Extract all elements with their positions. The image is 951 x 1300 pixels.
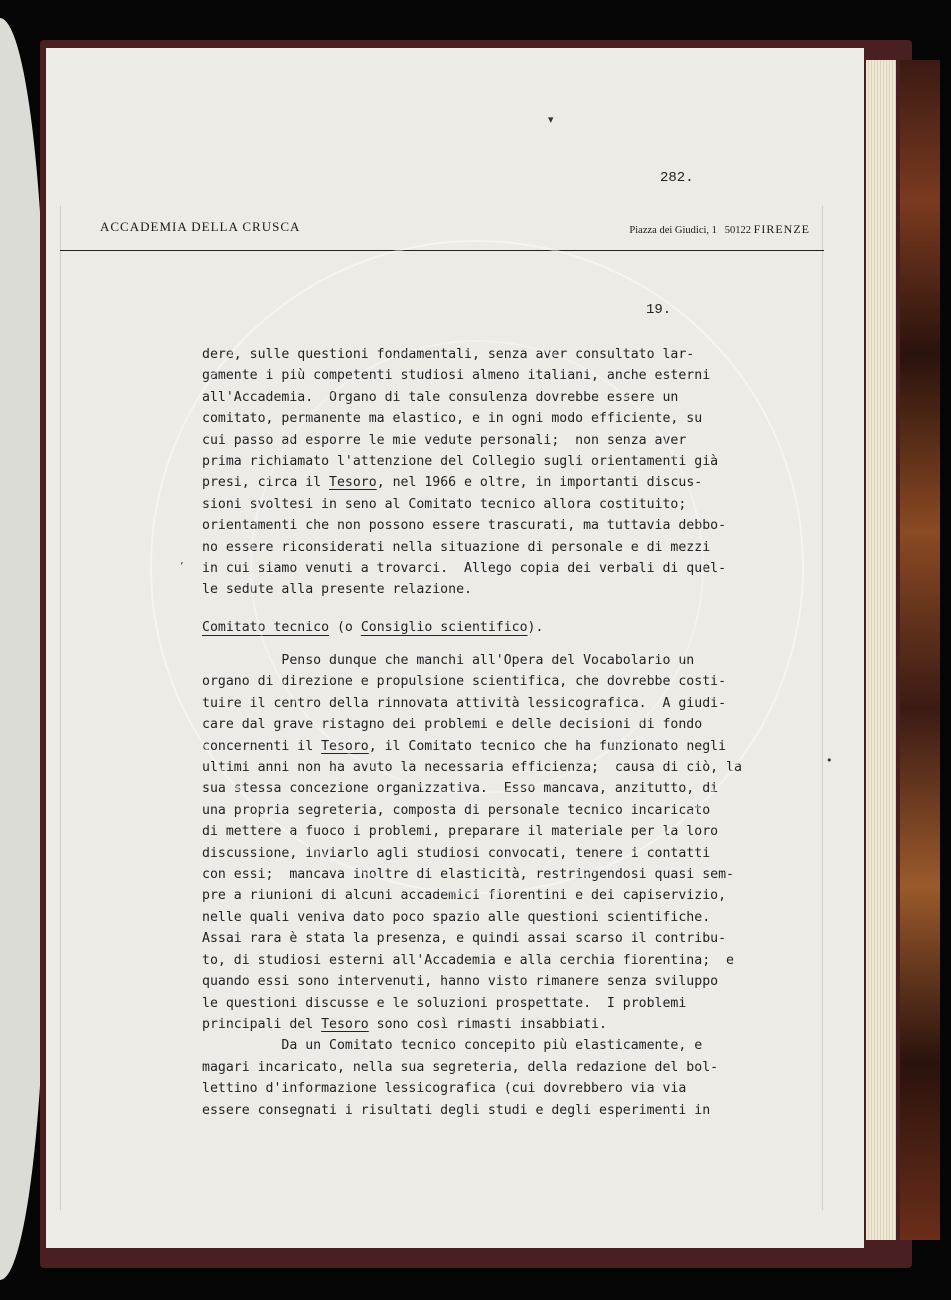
paragraph-2: Penso dunque che manchi all'Opera del Vocabolario un organo di direzione e propulsione scientifica, che dovrebbe costi- tuire il centro della rinnovata attività lessicografica. A giudi- care dal grave ristagno dei problemi e delle decisioni di fondo concernenti il Tesoro, il Comitato tecnico che ha funzionato negli ultimi anni non ha avuto la necessaria efficienza; causa di ciò, la sua stessa concezione organizzativa. Esso mancava, anzitutto, di una propria segreteria, composta di personale tecnico incaricato di mettere a fuoco i problemi, preparare il materiale per la loro discussione, inviarlo agli studiosi convocati, tenere i contatti con essi; mancava inoltre di elasticità, restringendosi quasi sem- pre a riunioni di alcuni accademici fiorentini e dei capiservizio, nelle quali veniva dato poco spazio alle questioni scientifiche. Assai rara è stata la presenza, e quindi assai scarso il contribu- to, di studiosi esterni all'Accademia e alla cerchia fiorentina; e quando essi sono intervenuti, hanno visto rimanere senza sviluppo le questioni discusse e le soluzioni prospettate. I problemi principali del Tesoro sono così rimasti insabbiati. Da un Comitato tecnico concepito più elasticamente, e magari incaricato, nella sua segreteria, della redazione del bol- lettino d'informazione lessicografica (cui dovrebbero via via essere consegnati i risultati degli studi e degli esperimenti in	[202, 653, 742, 1118]
letterhead-left-rule	[60, 206, 61, 1210]
underlined-tesoro: Tesoro	[321, 738, 369, 754]
letterhead-city: FIRENZE	[753, 222, 810, 236]
heading-underlined-2: Consiglio scientifico	[360, 620, 528, 635]
underlined-tesoro: Tesoro	[321, 1016, 369, 1032]
letterhead	[60, 200, 824, 251]
letterhead-address	[629, 222, 810, 237]
ink-speck: ʼ	[180, 560, 184, 573]
paragraph-1: dere, sulle questioni fondamentali, senza aver consultato lar- gamente i più competenti studiosi almeno italiani, anche esterni all'Accademia. Organo di tale consulenza dovrebbe essere un comitato, permanente ma elastico, e in ogni modo efficiente, su cui passo ad esporre le mie vedute personali; non senza aver prima richiamato l'attenzione del Collegio sugli orientamenti già presi, circa il Tesoro, nel 1966 e oltre, in importanti discus- sioni svoltesi in seno al Comitato tecnico allora costituito; orientamenti che non possono essere trascurati, ma tuttavia debbo- no essere riconsiderati nella situazione di personale e di mezzi in cui siamo venuti a trovarci. Allego copia dei verbali di quel- le sedute alla presente relazione.	[202, 347, 727, 598]
ink-speck: ▾	[548, 113, 554, 126]
underlined-tesoro: Tesoro	[329, 475, 377, 491]
letterhead-right-rule	[822, 206, 823, 1210]
page-edges	[866, 60, 896, 1240]
sub-page-number: 19.	[646, 302, 672, 318]
letterhead-postal: 50122	[724, 225, 752, 236]
page-number: 282.	[660, 170, 694, 186]
heading-underlined-1: Comitato tecnico	[202, 620, 330, 635]
marbled-edge	[900, 60, 940, 1240]
letterhead-organization: ACCADEMIA DELLA CRUSCA	[100, 219, 301, 234]
section-heading: Comitato tecnico (o Consiglio scientifico).	[202, 620, 544, 635]
letterhead-street: Piazza dei Giudici, 1	[629, 225, 717, 236]
ink-speck: •	[826, 754, 833, 767]
